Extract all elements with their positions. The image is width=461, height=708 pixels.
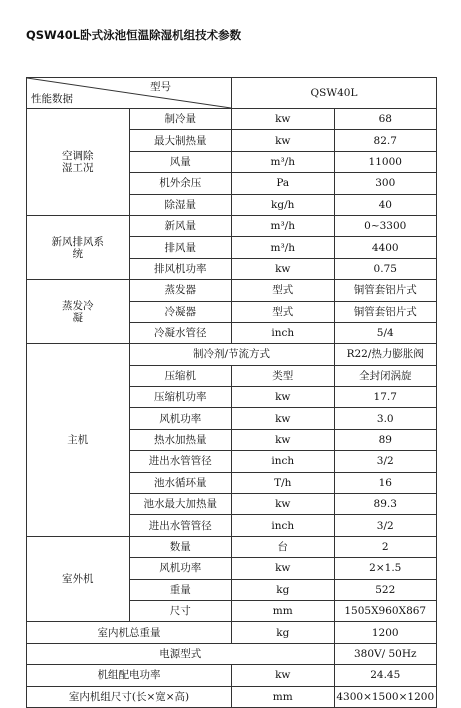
param-name: 风机功率 [129, 558, 232, 579]
param-name: 最大制热量 [129, 130, 232, 151]
param-value: 0~3300 [334, 215, 437, 236]
param-value: 铜管套铝片式 [334, 280, 437, 301]
param-unit: kg/h [232, 194, 335, 215]
param-value: 17.7 [334, 387, 437, 408]
param-unit: kw [232, 494, 335, 515]
document-title: QSW40L卧式泳池恒温除湿机组技术参数 [26, 28, 242, 42]
group-outdoor: 室外机 [27, 536, 130, 622]
param-value: 89.3 [334, 494, 437, 515]
param-value: 3/2 [334, 515, 437, 536]
param-name: 冷凝器 [129, 301, 232, 322]
param-unit: mm [232, 600, 335, 621]
table-row [27, 686, 437, 707]
param-unit: kw [232, 408, 335, 429]
param-unit: kw [232, 109, 335, 130]
param-value: 2×1.5 [334, 558, 437, 579]
param-value: 3/2 [334, 451, 437, 472]
param-name: 尺寸 [129, 600, 232, 621]
param-unit: m³/h [232, 215, 335, 236]
param-name: 池水最大加热量 [129, 494, 232, 515]
param-value: 5/4 [334, 322, 437, 343]
param-value: 11000 [334, 151, 437, 172]
param-name: 机外余压 [129, 173, 232, 194]
table-row [27, 215, 437, 236]
group-fresh-air: 新风排风系统 [27, 215, 130, 279]
param-name: 制冷量 [129, 109, 232, 130]
param-unit: inch [232, 515, 335, 536]
param-value: 1505X960X867 [334, 600, 437, 621]
param-name: 压缩机功率 [129, 387, 232, 408]
param-unit: kw [232, 665, 335, 686]
param-name: 排风机功率 [129, 258, 232, 279]
param-value: 82.7 [334, 130, 437, 151]
param-name: 数量 [129, 536, 232, 557]
param-value: 68 [334, 109, 437, 130]
param-name: 机组配电功率 [27, 665, 232, 686]
param-name: 室内机组尺寸(长×宽×高) [27, 686, 232, 707]
param-name: 新风量 [129, 215, 232, 236]
table-row [27, 280, 437, 301]
param-value: 1200 [334, 622, 437, 643]
param-name: 室内机总重量 [27, 622, 232, 643]
table-row [27, 665, 437, 686]
param-value: 522 [334, 579, 437, 600]
param-name: 进出水管管径 [129, 515, 232, 536]
param-name: 进出水管管径 [129, 451, 232, 472]
param-value: R22/热力膨胀阀 [334, 344, 437, 365]
param-name: 风机功率 [129, 408, 232, 429]
param-unit: kw [232, 258, 335, 279]
group-aircon: 空调除湿工况 [27, 109, 130, 216]
table-header-row [27, 78, 437, 109]
diagonal-header-cell [27, 78, 232, 109]
param-unit: inch [232, 322, 335, 343]
param-unit: 型式 [232, 280, 335, 301]
param-value: 0.75 [334, 258, 437, 279]
table-row [27, 622, 437, 643]
param-unit: kw [232, 558, 335, 579]
param-unit: 台 [232, 536, 335, 557]
param-name: 蒸发器 [129, 280, 232, 301]
param-unit: m³/h [232, 151, 335, 172]
param-value: 4400 [334, 237, 437, 258]
model-value: QSW40L [232, 78, 437, 109]
spec-table [26, 77, 437, 708]
performance-label: 性能数据 [31, 93, 73, 105]
param-value: 24.45 [334, 665, 437, 686]
param-unit: Pa [232, 173, 335, 194]
group-evap-cond: 蒸发冷凝 [27, 280, 130, 344]
param-unit: m³/h [232, 237, 335, 258]
param-value: 380V/ 50Hz [334, 643, 437, 664]
param-name: 制冷剂/节流方式 [129, 344, 334, 365]
param-value: 4300×1500×1200 [334, 686, 437, 707]
param-name: 热水加热量 [129, 429, 232, 450]
param-name: 电源型式 [27, 643, 335, 664]
table-row [27, 109, 437, 130]
param-value: 2 [334, 536, 437, 557]
param-name: 除湿量 [129, 194, 232, 215]
param-unit: kg [232, 622, 335, 643]
param-unit: kg [232, 579, 335, 600]
param-name: 风量 [129, 151, 232, 172]
table-row [27, 643, 437, 664]
table-row [27, 536, 437, 557]
param-value: 全封闭涡旋 [334, 365, 437, 386]
param-value: 3.0 [334, 408, 437, 429]
group-main: 主机 [27, 344, 130, 537]
param-name: 池水循环量 [129, 472, 232, 493]
param-unit: T/h [232, 472, 335, 493]
param-unit: 型式 [232, 301, 335, 322]
model-label: 型号 [150, 81, 171, 93]
param-unit: inch [232, 451, 335, 472]
param-name: 压缩机 [129, 365, 232, 386]
param-unit: mm [232, 686, 335, 707]
param-name: 排风量 [129, 237, 232, 258]
param-value: 300 [334, 173, 437, 194]
param-unit: 类型 [232, 365, 335, 386]
param-unit: kw [232, 387, 335, 408]
param-unit: kw [232, 130, 335, 151]
param-name: 重量 [129, 579, 232, 600]
param-unit: kw [232, 429, 335, 450]
param-name: 冷凝水管径 [129, 322, 232, 343]
param-value: 16 [334, 472, 437, 493]
param-value: 铜管套铝片式 [334, 301, 437, 322]
table-row [27, 344, 437, 365]
param-value: 40 [334, 194, 437, 215]
param-value: 89 [334, 429, 437, 450]
